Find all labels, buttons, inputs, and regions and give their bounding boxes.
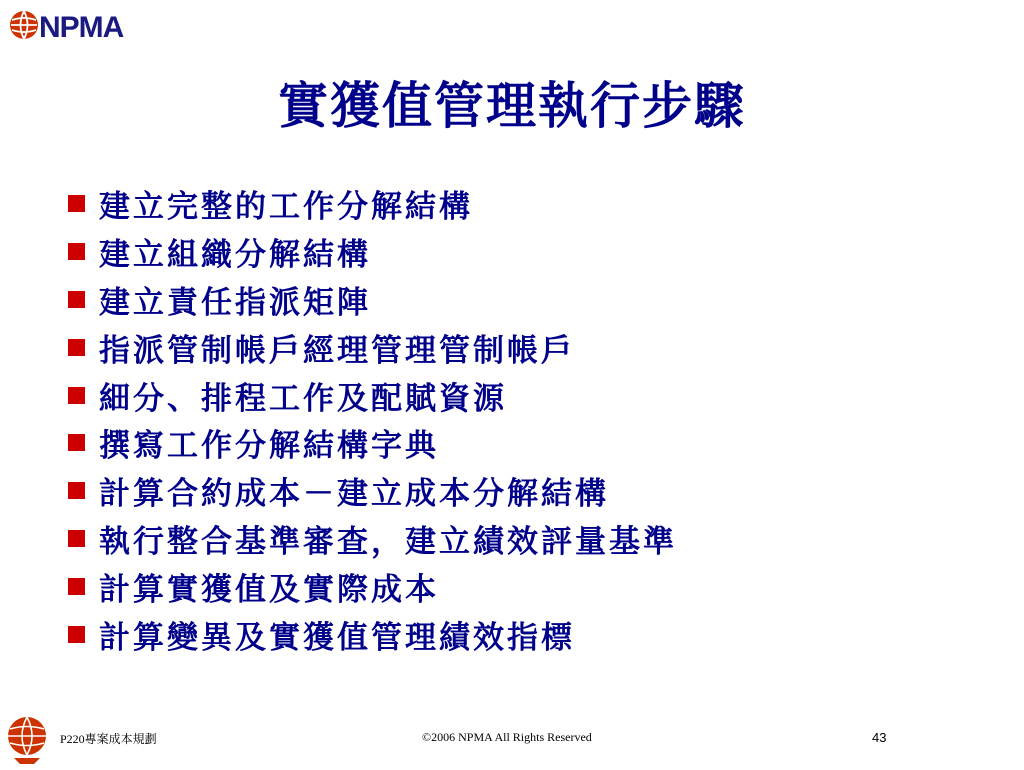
list-item bbox=[68, 180, 677, 228]
npma-emblem-icon bbox=[4, 714, 50, 766]
globe-logo-icon bbox=[8, 8, 140, 42]
list-item-label: 建立組織分解結構 bbox=[99, 237, 371, 274]
square-bullet-icon bbox=[68, 339, 85, 356]
square-bullet-icon bbox=[68, 530, 85, 547]
square-bullet-icon bbox=[68, 434, 85, 451]
square-bullet-icon bbox=[68, 626, 85, 643]
square-bullet-icon bbox=[68, 243, 85, 260]
list-item-label: 計算合約成本－建立成本分解結構 bbox=[99, 476, 609, 513]
list-item-label: 建立完整的工作分解結構 bbox=[99, 189, 473, 226]
list-item bbox=[68, 562, 677, 610]
page-number: 43 bbox=[872, 730, 887, 745]
list-item-label: 執行整合基準審查，建立績效評量基準 bbox=[99, 523, 677, 560]
square-bullet-icon bbox=[68, 291, 85, 308]
list-item bbox=[68, 228, 677, 276]
square-bullet-icon bbox=[68, 482, 85, 499]
list-item bbox=[68, 419, 677, 467]
list-item-label: 建立責任指派矩陣 bbox=[99, 284, 371, 321]
list-item bbox=[68, 323, 677, 371]
list-item-label: 細分、排程工作及配賦資源 bbox=[99, 380, 507, 417]
npma-emblem bbox=[4, 714, 50, 766]
list-item bbox=[68, 515, 677, 563]
square-bullet-icon bbox=[68, 195, 85, 212]
square-bullet-icon bbox=[68, 578, 85, 595]
footer-copyright: ©2006 NPMA All Rights Reserved bbox=[422, 730, 592, 744]
list-item bbox=[68, 610, 677, 658]
npma-logo bbox=[8, 8, 140, 42]
list-item-label: 計算變異及實獲值管理績效指標 bbox=[99, 619, 575, 656]
list-item bbox=[68, 467, 677, 515]
slide-title: 實獲值管理執行步驟 bbox=[278, 76, 746, 135]
list-item bbox=[68, 371, 677, 419]
slide-footer bbox=[0, 712, 1024, 768]
square-bullet-icon bbox=[68, 387, 85, 404]
list-item-label: 計算實獲值及實際成本 bbox=[99, 571, 439, 608]
logo-text: NPMA bbox=[39, 11, 124, 42]
list-item-label: 撰寫工作分解結構字典 bbox=[99, 428, 439, 465]
bullet-list bbox=[68, 180, 677, 658]
list-item bbox=[68, 276, 677, 324]
list-item-label: 指派管制帳戶經理管理管制帳戶 bbox=[99, 332, 575, 369]
footer-course-label: P220專案成本規劃 bbox=[60, 732, 157, 746]
